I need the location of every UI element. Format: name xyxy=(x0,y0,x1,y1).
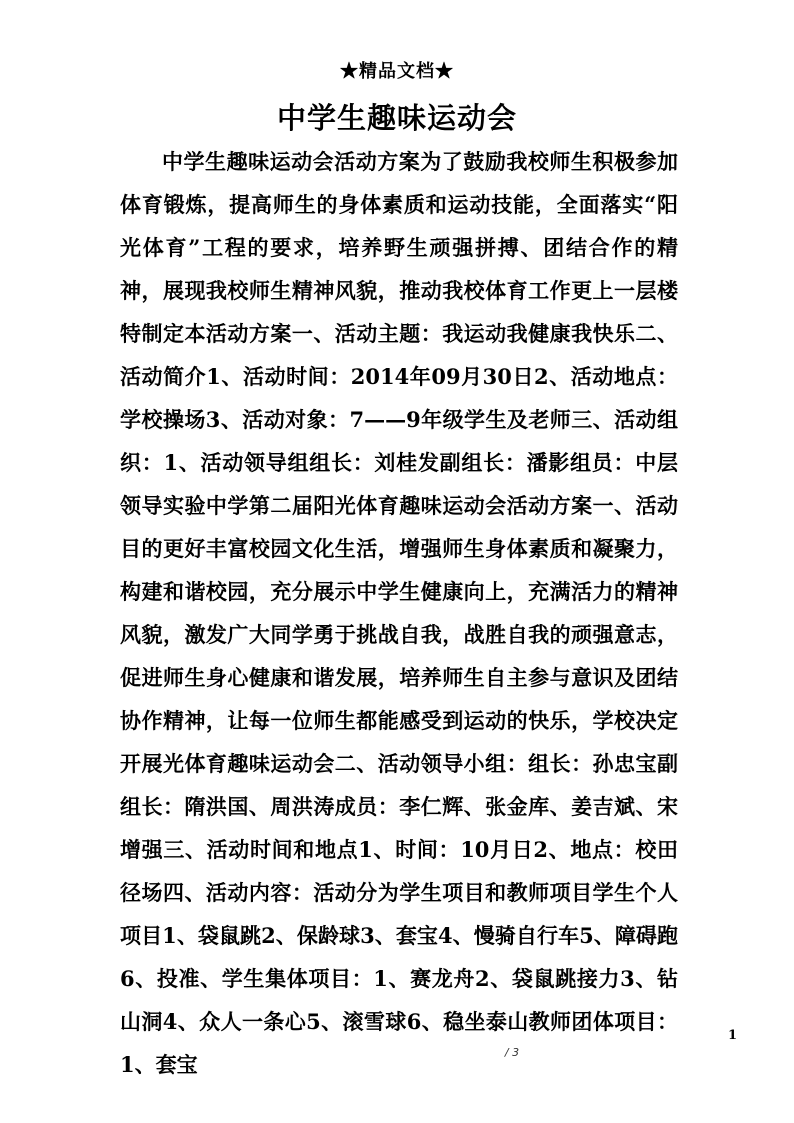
page-total: / 3 xyxy=(504,1046,520,1059)
document-title: 中学生趣味运动会 xyxy=(276,101,517,135)
document-body: 中学生趣味运动会活动方案为了鼓励我校师生积极参加体育锻炼，提高师生的身体素质和运动技能，全面落实“阳光体育”工程的要求，培养野生顽强拼搏、团结合作的精神，展现我校师生精神风貌，推动我校体育工作更上一层楼特制定本活动方案一、活动主题：我运动我健康我快乐二、活动简介1、活动时间：2014年09月30日2、活动地点：学校操场3、活动对象：7——9年级学生及老师三、活动组织：1、活动领导组组长：刘桂发副组长：潘影组员：中层领导实验中学第二届阳光体育趣味运动会活动方案一、活动目的更好丰富校园文化生活，增强师生身体素质和凝聚力，构建和谐校园，充分展示中学生健康向上，充满活力的精神风貌，激发广大同学勇于挑战自我，战胜自我的顽强意志，促进师生身心健康和谐发展，培养师生自主参与意识及团结协作精神，让每一位师生都能感受到运动的快乐，学校决定开展光体育趣味运动会二、活动领导小组：组长：孙忠宝副组长：隋洪国、周洪涛成员：李仁辉、张金库、姜吉斌、宋增强三、活动时间和地点1、时间：10月日2、地点：校田径场四、活动内容：活动分为学生项目和教师项目学生个人项目1、袋鼠跳2、保龄球3、套宝4、慢骑自行车5、障碍跑6、投准、学生集体项目：1、赛龙舟2、袋鼠跳接力3、钻山洞4、众人一条心5、滚雪球6、稳坐泰山教师团体项目：1、套宝 xyxy=(120,149,678,1077)
page-number: 1 xyxy=(728,1028,738,1043)
header-tag: ★精品文档★ xyxy=(340,61,454,82)
